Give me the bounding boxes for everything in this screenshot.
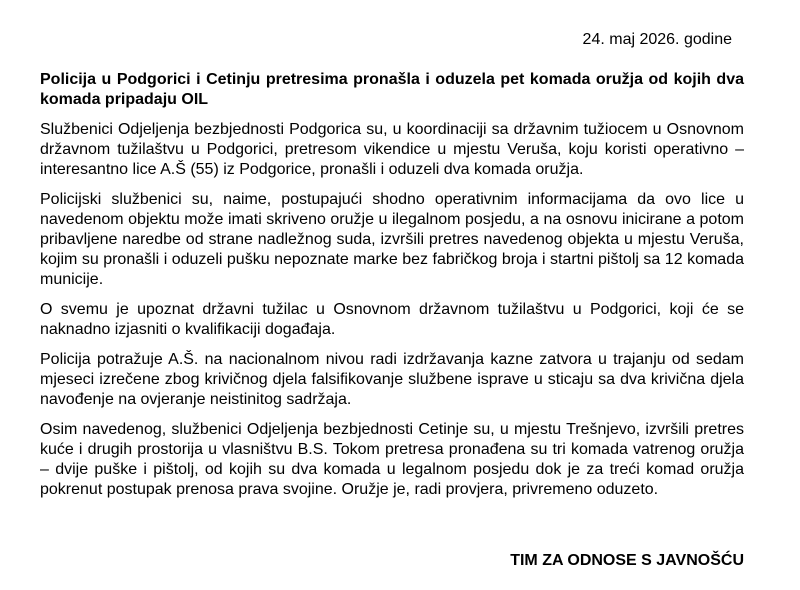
document-body [40, 120, 744, 510]
paragraph-1: Službenici Odjeljenja bezbjednosti Podgorica su, u koordinaciji sa državnim tužiocem u Osnovnom državnom tužilaštvu u Podgorici, pretresom vikendice u mjestu Veruša, koju koristi operativno – interesantno lice A.Š (55) iz Podgorice, pronašli i oduzeli dva komada oružja. [40, 121, 744, 178]
document-date: 24. maj 2026. godine [582, 31, 732, 48]
paragraph-5: Osim navedenog, službenici Odjeljenja bezbjednosti Cetinje su, u mjestu Trešnjevo, izvršili pretres kuće i drugih prostorija u vlasništvu B.S. Tokom pretresa pronađena su tri komada vatrenog oružja – dvije puške i pištolj, od kojih su dva komada u legalnom posjedu dok je za treći komad oružja pokrenut postupak prenosa prava svojine. Oružje je, radi provjera, privremeno oduzeto. [40, 421, 744, 498]
paragraph-4: Policija potražuje A.Š. na nacionalnom nivou radi izdržavanja kazne zatvora u trajanju od sedam mjeseci izrečene zbog krivičnog djela falsifikovanje službene isprave u sticaju sa dva krivična djela navođenje na ovjeranje neistinitog sadržaja. [40, 351, 744, 408]
paragraph-2: Policijski službenici su, naime, postupajući shodno operativnim informacijama da ovo lice u navedenom objektu može imati skriveno oružje u ilegalnom posjedu, a na osnovu inicirane a potom pribavljene naredbe od strane nadležnog suda, izvršili pretres navedenog objekta u mjestu Veruša, kojim su pronašli i oduzeli pušku nepoznate marke bez fabričkog broja i startni pištolj sa 12 komada municije. [40, 191, 744, 288]
signature: TIM ZA ODNOSE S JAVNOŠĆU [510, 552, 744, 569]
paragraph-3: O svemu je upoznat državni tužilac u Osnovnom državnom tužilaštvu u Podgorici, koji će se naknadno izjasniti o kvalifikaciji događaja. [40, 301, 744, 338]
document-title: Policija u Podgorici i Cetinju pretresima pronašla i oduzela pet komada oružja od kojih dva komada pripadaju OIL [40, 71, 744, 108]
